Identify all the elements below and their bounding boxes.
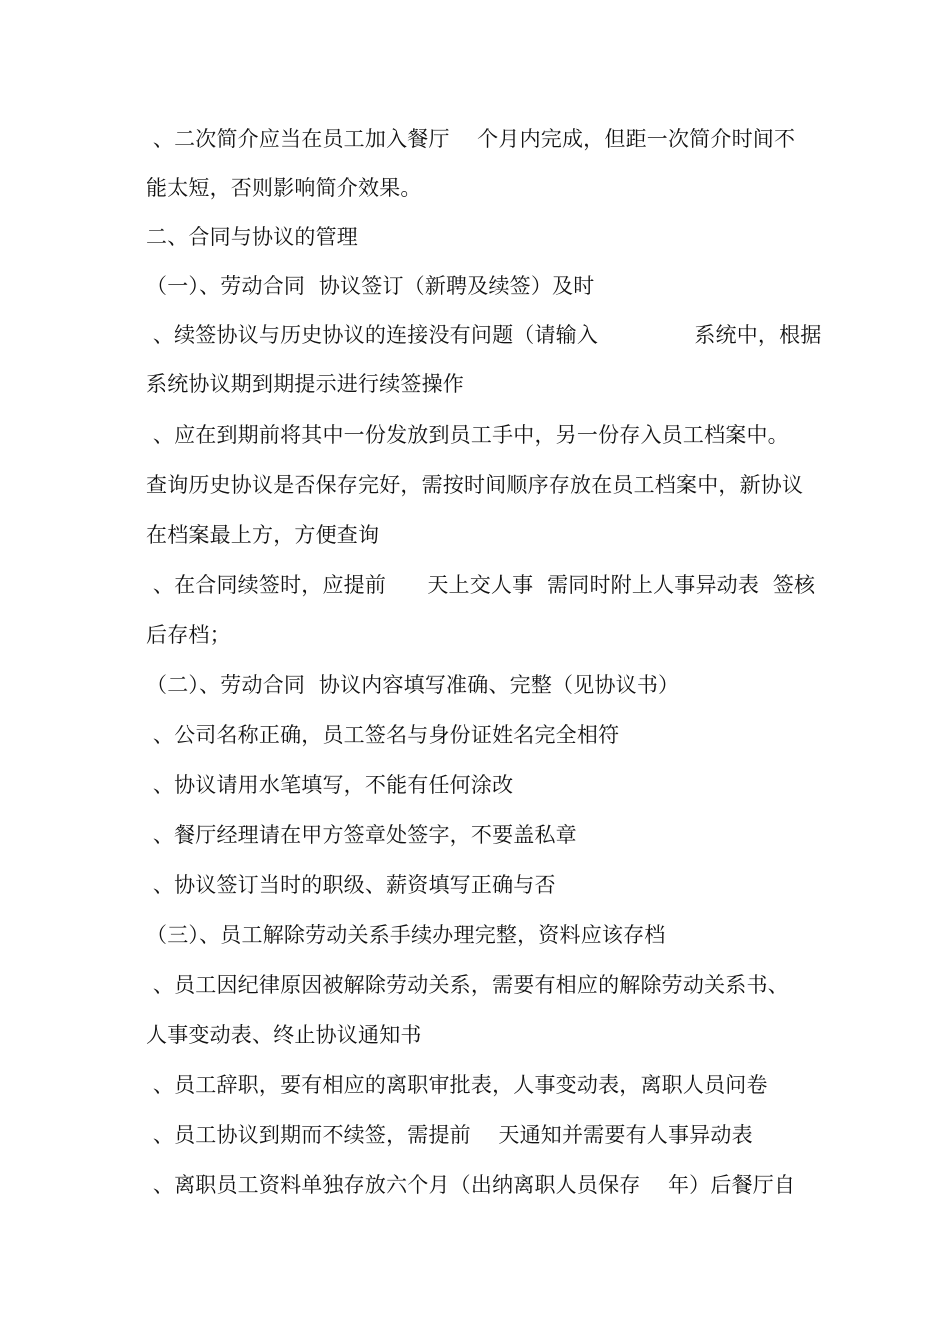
text-line: 、公司名称正确，员工签名与身份证姓名完全相符 [146, 723, 620, 747]
text-line: 能太短，否则影响简介效果。 [146, 176, 422, 200]
text-line: 、协议请用水笔填写，不能有任何涂改 [146, 773, 514, 797]
text-line: 、餐厅经理请在甲方签章处签字，不要盖私章 [146, 823, 577, 847]
text-line: 、员工协议到期而不续签，需提前 天通知并需要有人事异动表 [146, 1123, 753, 1147]
subsection-heading: （二）、劳动合同 协议内容填写准确、完整（见协议书） [146, 673, 680, 697]
text-line: 、在合同续签时，应提前 天上交人事 需同时附上人事异动表 签核 [146, 573, 816, 597]
section-heading: 二、合同与协议的管理 [146, 225, 358, 249]
subsection-heading: （一）、劳动合同 协议签订（新聘及续签）及时 [146, 274, 595, 298]
text-line: 查询历史协议是否保存完好，需按时间顺序存放在员工档案中，新协议 [146, 473, 804, 497]
text-line: 人事变动表、终止协议通知书 [146, 1023, 422, 1047]
text-line: 、续签协议与历史协议的连接没有问题（请输入 系统中，根据 [146, 323, 822, 347]
text-line: 、员工辞职，要有相应的离职审批表，人事变动表，离职人员问卷 [146, 1073, 768, 1097]
text-line: 系统协议期到期提示进行续签操作 [146, 372, 464, 396]
text-line: 、协议签订当时的职级、薪资填写正确与否 [146, 873, 556, 897]
subsection-heading: （三）、员工解除劳动关系手续办理完整，资料应该存档 [146, 923, 666, 947]
text-line: 在档案最上方，方便查询 [146, 523, 380, 547]
text-line: 、离职员工资料单独存放六个月（出纳离职人员保存 年）后餐厅自 [146, 1173, 796, 1197]
text-line: 、员工因纪律原因被解除劳动关系，需要有相应的解除劳动关系书、 [146, 973, 789, 997]
text-line: 后存档； [146, 623, 231, 647]
text-line: 、应在到期前将其中一份发放到员工手中，另一份存入员工档案中。 [146, 423, 789, 447]
text-line: 、二次简介应当在员工加入餐厅 个月内完成，但距一次简介时间不 [146, 127, 796, 151]
